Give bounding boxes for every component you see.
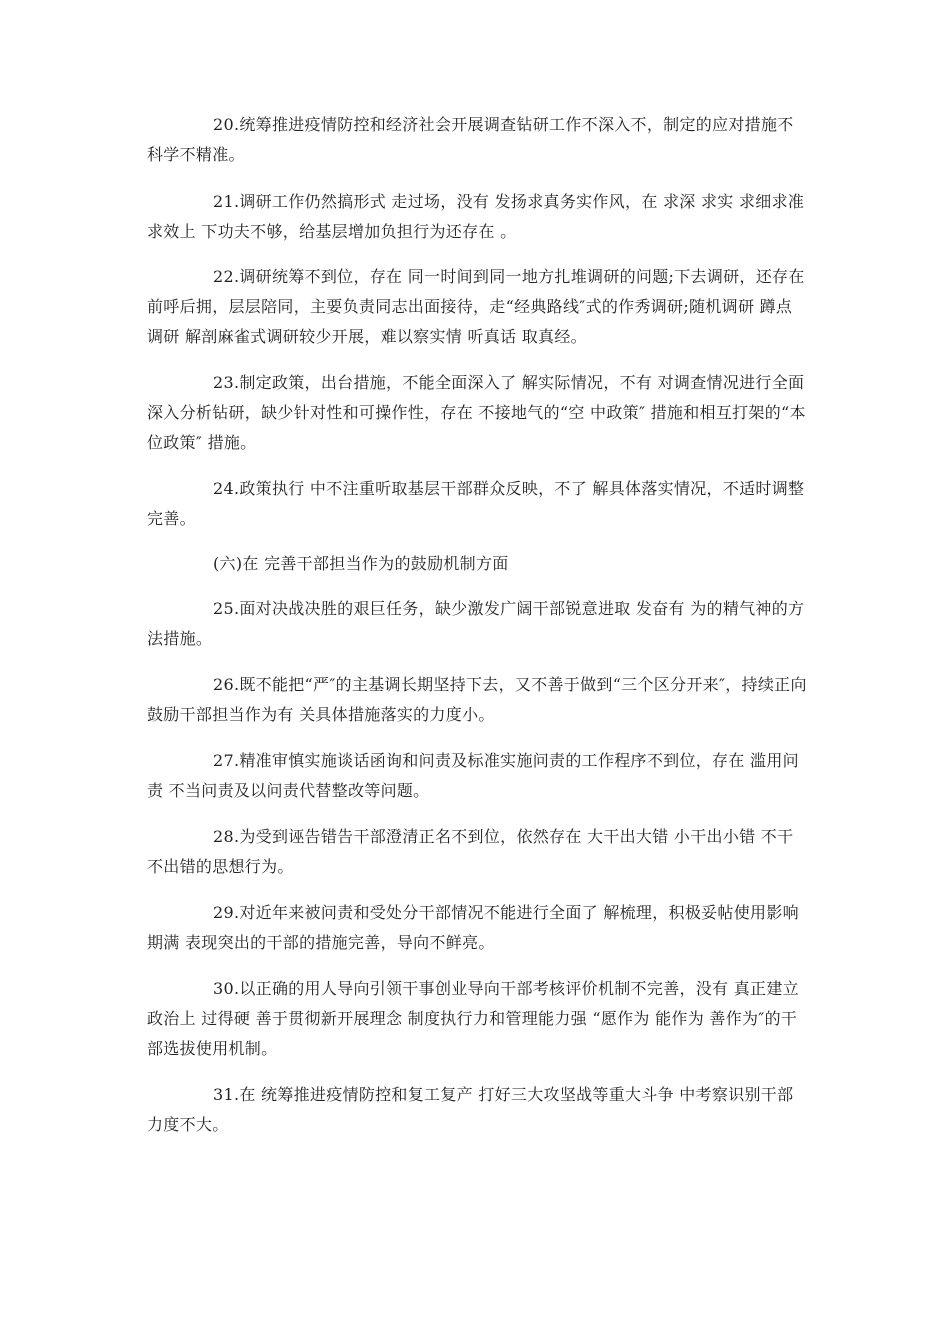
section-heading-6: (六)在 完善干部担当作为的鼓励机制方面 xyxy=(213,554,509,573)
paragraph-item-25: 25.面对决战决胜的艰巨任务，缺少激发广阔干部锐意进取 发奋有 为的精气神的方法措施。 xyxy=(147,599,805,648)
paragraph-item-30: 30.以正确的用人导向引领干事创业导向干部考核评价机制不完善，没有 真正建立政治上 过得硬 善于贯彻新开展理念 制度执行力和管理能力强 “愿作为 能作为 善作为″的干部选拔使用机制。 xyxy=(147,979,799,1058)
paragraph-item-26: 26.既不能把“严″的主基调长期坚持下去，又不善于做到“三个区分开来″，持续正向鼓励干部担当作为有 关具体措施落实的力度小。 xyxy=(147,675,807,724)
paragraph-item-29: 29.对近年来被问责和受处分干部情况不能进行全面了 解梳理，积极妥帖使用影响期满 表现突出的干部的措施完善，导向不鲜亮。 xyxy=(147,903,799,952)
paragraph-item-24: 24.政策执行 中不注重听取基层干部群众反映，不了 解具体落实情况，不适时调整完善。 xyxy=(147,479,805,528)
paragraph-item-31: 31.在 统筹推进疫情防控和复工复产 打好三大攻坚战等重大斗争 中考察识别干部力度不大。 xyxy=(147,1085,794,1134)
paragraph-item-27: 27.精准审慎实施谈话函询和问责及标准实施问责的工作程序不到位，存在 滥用问责 不当问责及以问责代替整改等问题。 xyxy=(147,751,799,800)
paragraph-item-22: 22.调研统筹不到位，存在 同一时间到同一地方扎堆调研的问题;下去调研，还存在 前呼后拥，层层陪同，主要负责同志出面接待，走“经典路线″式的作秀调研;随机调研 蹲点调研 解剖麻雀式调研较少开展，难以察实情 听真话 取真经。 xyxy=(147,267,805,346)
paragraph-item-21: 21.调研工作仍然搞形式 走过场，没有 发扬求真务实作风，在 求深 求实 求细求准 求效上 下功夫不够，给基层增加负担行为还存在 。 xyxy=(147,192,805,241)
paragraph-item-20: 20.统筹推进疫情防控和经济社会开展调查钻研工作不深入不，制定的应对措施不科学不精准。 xyxy=(147,115,794,164)
paragraph-item-28: 28.为受到诬告错告干部澄清正名不到位，依然存在 大干出大错 小干出小错 不干不出错的思想行为。 xyxy=(147,827,794,876)
paragraph-item-23: 23.制定政策，出台措施，不能全面深入了 解实际情况，不有 对调查情况进行全面深入分析钻研，缺少针对性和可操作性，存在 不接地气的“空 中政策″ 措施和相互打架的“本位政策″ 措施。 xyxy=(147,373,806,452)
